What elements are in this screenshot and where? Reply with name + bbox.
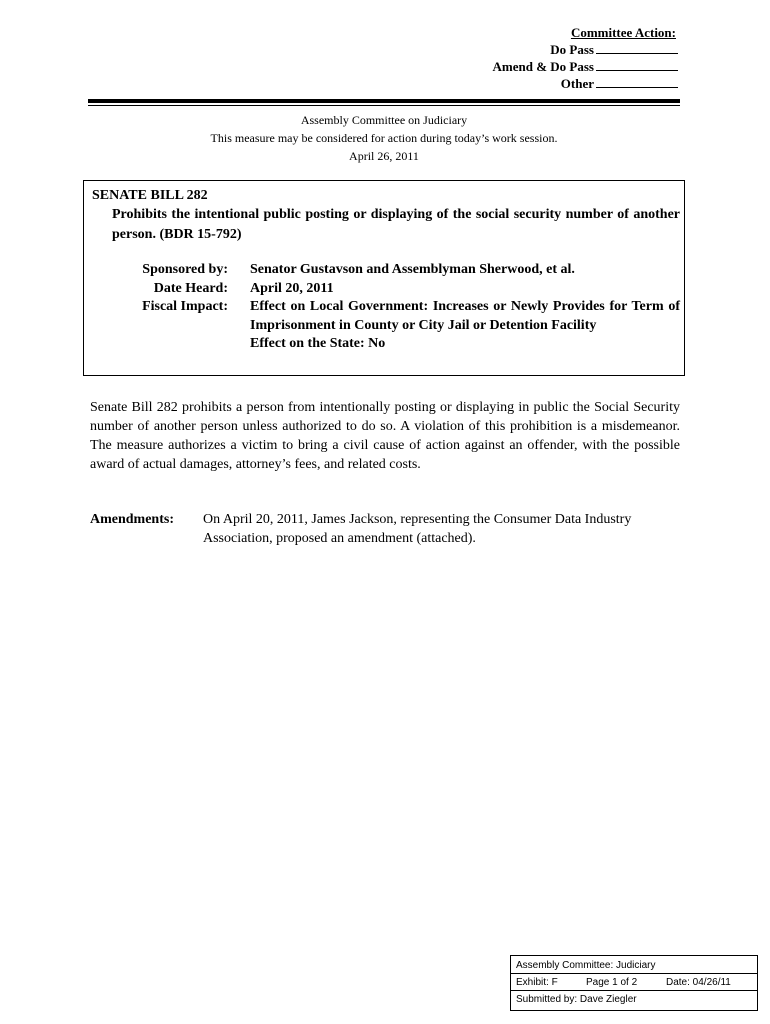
committee-action-block	[458, 24, 678, 92]
committee-action-do-pass	[458, 41, 678, 58]
fiscal-local-government: Effect on Local Government: Increases or Newly Provides for Term of Imprisonment in County or City Jail or Detention Facility	[250, 299, 680, 333]
bill-summary-box	[83, 180, 685, 376]
date-heard-value: April 20, 2011	[250, 280, 334, 296]
sponsored-by-label: Sponsored by:	[142, 262, 228, 277]
fiscal-state: Effect on the State: No	[250, 336, 386, 351]
amendments-text: On April 20, 2011, James Jackson, representing the Consumer Data Industry Association, proposed an amendment (attached).	[203, 512, 632, 546]
amend-do-pass-blank	[596, 58, 678, 71]
work-session-note: This measure may be considered for action during today’s work session.	[210, 131, 558, 145]
exhibit-submitted-by: Submitted by: Dave Ziegler	[516, 994, 637, 1005]
date-heard-label: Date Heard:	[153, 280, 228, 296]
amendments-label: Amendments:	[90, 512, 174, 527]
header-divider-thin	[88, 105, 680, 106]
committee-action-title: Committee Action:	[570, 25, 676, 40]
bill-number: SENATE BILL 282	[92, 188, 208, 203]
exhibit-divider-1	[511, 973, 757, 974]
amend-do-pass-label: Amend & Do Pass	[492, 59, 594, 74]
exhibit-page: Page 1 of 2	[586, 977, 638, 988]
bill-summary: Prohibits the intentional public posting or displaying of the social security number of another person. (BDR 15-792)	[112, 207, 680, 242]
exhibit-date: Date: 04/26/11	[666, 977, 731, 988]
fiscal-impact-label: Fiscal Impact:	[142, 299, 228, 314]
document-header	[88, 111, 680, 165]
exhibit-committee: Assembly Committee: Judiciary	[516, 960, 656, 971]
do-pass-label: Do Pass	[550, 42, 594, 57]
bill-description-paragraph: Senate Bill 282 prohibits a person from intentionally posting or displaying in public the Social Security number of another person unless authorized to do so. A violation of this prohibition is a misdemeanor. The measure authorizes a victim to bring a civil cause of action against an offender, with the possible award of actual damages, attorney’s fees, and related costs.	[90, 400, 680, 472]
date-heard-row	[84, 280, 684, 299]
exhibit-letter: Exhibit: F	[516, 977, 558, 988]
exhibit-stamp	[510, 955, 758, 1011]
sponsored-by-value: Senator Gustavson and Assemblyman Sherwood, et al.	[250, 262, 575, 277]
exhibit-divider-2	[511, 990, 757, 991]
committee-name: Assembly Committee on Judiciary	[300, 113, 468, 127]
committee-action-amend-do-pass	[458, 58, 678, 75]
committee-action-other	[458, 75, 678, 92]
other-blank	[596, 75, 678, 88]
header-divider-thick	[88, 99, 680, 103]
fiscal-impact-value	[250, 298, 680, 354]
sponsored-by-row	[84, 261, 684, 280]
header-date: April 26, 2011	[349, 149, 419, 163]
fiscal-impact-row	[84, 298, 684, 354]
do-pass-blank	[596, 41, 678, 54]
other-label: Other	[560, 76, 594, 91]
exhibit-info-row	[516, 975, 731, 991]
bill-details	[84, 261, 684, 354]
